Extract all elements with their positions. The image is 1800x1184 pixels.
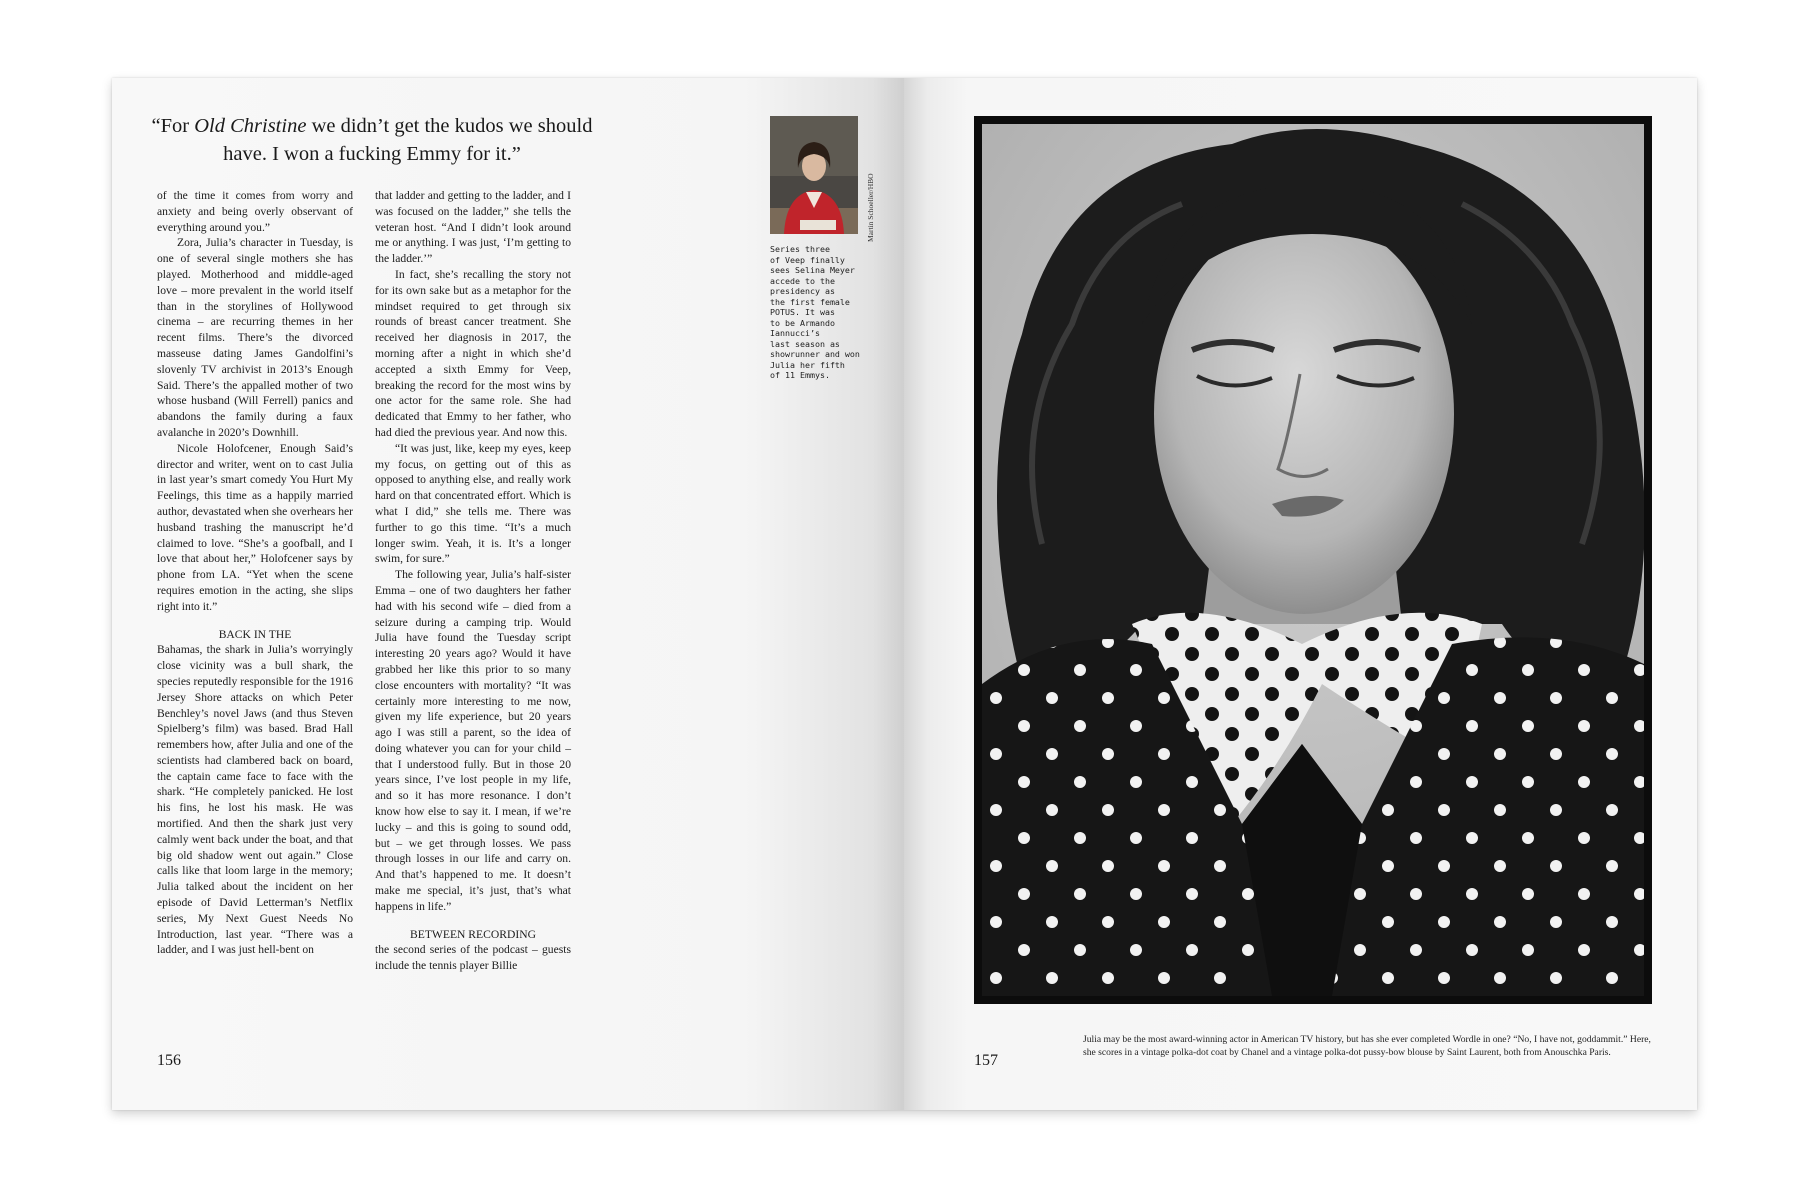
paragraph: “It was just, like, keep my eyes, keep my focus, on getting out of this as opposed to anything else, and really work hard on that concentrated effort. Which is what I did,” she tells me. There was further to go this time. “It’s a much longer swim. Yeah, it is. It’s a longer swim, for sure.” [375, 441, 571, 566]
photo-credit: Martin Schoeller/HBO [866, 173, 875, 242]
paragraph: In fact, she’s recalling the story not for its own sake but as a metaphor for the mindset required to get through six rounds of breast cancer treatment. She received her diagnosis in 2017, the morning after a night in which she’d accepted a sixth Emmy for Veep, breaking the record for the most wins by one actor for the same role. She had dedicated that Emmy to her father, who had died the previous year. And now this. [375, 267, 571, 439]
text-column-2 [375, 188, 571, 974]
page-number-right: 157 [974, 1052, 998, 1069]
paragraph: that ladder and getting to the ladder, and I was focused on the ladder,” she tells the veteran host. “And I didn’t look around me or anything. I was just, ‘I’m getting to the ladder.’” [375, 189, 571, 266]
page-number-left: 156 [157, 1052, 181, 1069]
paragraph: Zora, Julia’s character in Tuesday, is one of several single mothers she has played. Motherhood and middle-aged love – more prevalent in the world itself than in the storylines of Hollywood cinema – are recurring themes in her recent films. There’s the divorced masseuse dating James Gandolfini’s slovenly TV archivist in 2013’s Enough Said. There’s the appalled mother of two whose husband (Will Ferrell) panics and abandons the family during a faux avalanche in 2020’s Downhill. [157, 236, 353, 439]
section-subhead: BETWEEN RECORDING [410, 927, 536, 941]
paragraph: of the time it comes from worry and anxiety and being overly observant of everything around you.” [157, 189, 353, 234]
photo-caption: Julia may be the most award-winning actor in American TV history, but has she ever completed Wordle in one? “No, I have not, goddammit.” Here, she scores in a vintage polka-dot coat by Chanel and a vintage polka-dot pussy-bow blouse by Saint Laurent, both from Anouschka Paris. [1083, 1034, 1651, 1058]
text-column-1 [157, 188, 353, 958]
paragraph: the second series of the podcast – guests include the tennis player Billie [375, 943, 571, 973]
portrait-photo [982, 124, 1644, 996]
pull-quote: “For Old Christine we didn’t get the kudos we should have. I won a fucking Emmy for it.” [151, 115, 593, 165]
veep-portrait-illustration [770, 116, 858, 234]
thumbnail-caption: Series three of Veep finally sees Selina Meyer accede to the presidency as the first female POTUS. It was to be Armando Iannucci’s last season as showrunner and won Julia her fifth of 11 Emmys. [770, 244, 860, 380]
veep-thumbnail-image [770, 116, 858, 234]
paragraph: The following year, Julia’s half-sister Emma – one of two daughters her father had with his second wife – died from a seizure during a camping trip. Would Julia have found the Tuesday script interesting 20 years ago? Would it have grabbed her like this prior to so many close encounters with mortality? “It was certainly more interesting to me now, given my life experience, but 20 years ago I was still a parent, so the idea of doing whatever you can for your child – that I understood fully. But in those 20 years since, I’ve lost people in my life, and so it has more resonance. I don’t know how else to say it. I mean, if we’re lucky – and this is going to sound odd, but – we get through losses. We pass through losses in our life and carry on. And that’s happened to me. It doesn’t make me special, it’s just, that’s what happens in life.” [375, 568, 571, 913]
section-subhead: BACK IN THE [218, 627, 292, 641]
paragraph: Bahamas, the shark in Julia’s worryingly close vicinity was a bull shark, the species reputedly responsible for the 1916 Jersey Shore attacks on which Peter Benchley’s novel Jaws (and thus Steven Spielberg’s film) was based. Brad Hall remembers how, after Julia and one of the scientists had clambered back on board, the captain came face to face with the shark. “He completely panicked. He lost his fins, he lost his mask. He was mortified. And then the shark just very calmly went back under the boat, and that big old shadow went out again.” Close calls like that loom large in the memory; Julia talked about the incident on her episode of David Letterman’s Netflix series, My Next Guest Needs No Introduction, last year. “There was a ladder, and I was just hell-bent on [157, 643, 353, 957]
paragraph: Nicole Holofcener, Enough Said’s director and writer, went on to cast Julia in last year’s smart comedy You Hurt My Feelings, this time as a happily married author, devastated when she overhears her husband trashing the manuscript he’d claimed to love. “She’s a goofball, and I love that about her,” Holofcener says by phone from LA. “Yet when the scene requires emotion in the acting, she slips right into it.” [157, 441, 353, 613]
portrait-illustration [982, 124, 1644, 996]
